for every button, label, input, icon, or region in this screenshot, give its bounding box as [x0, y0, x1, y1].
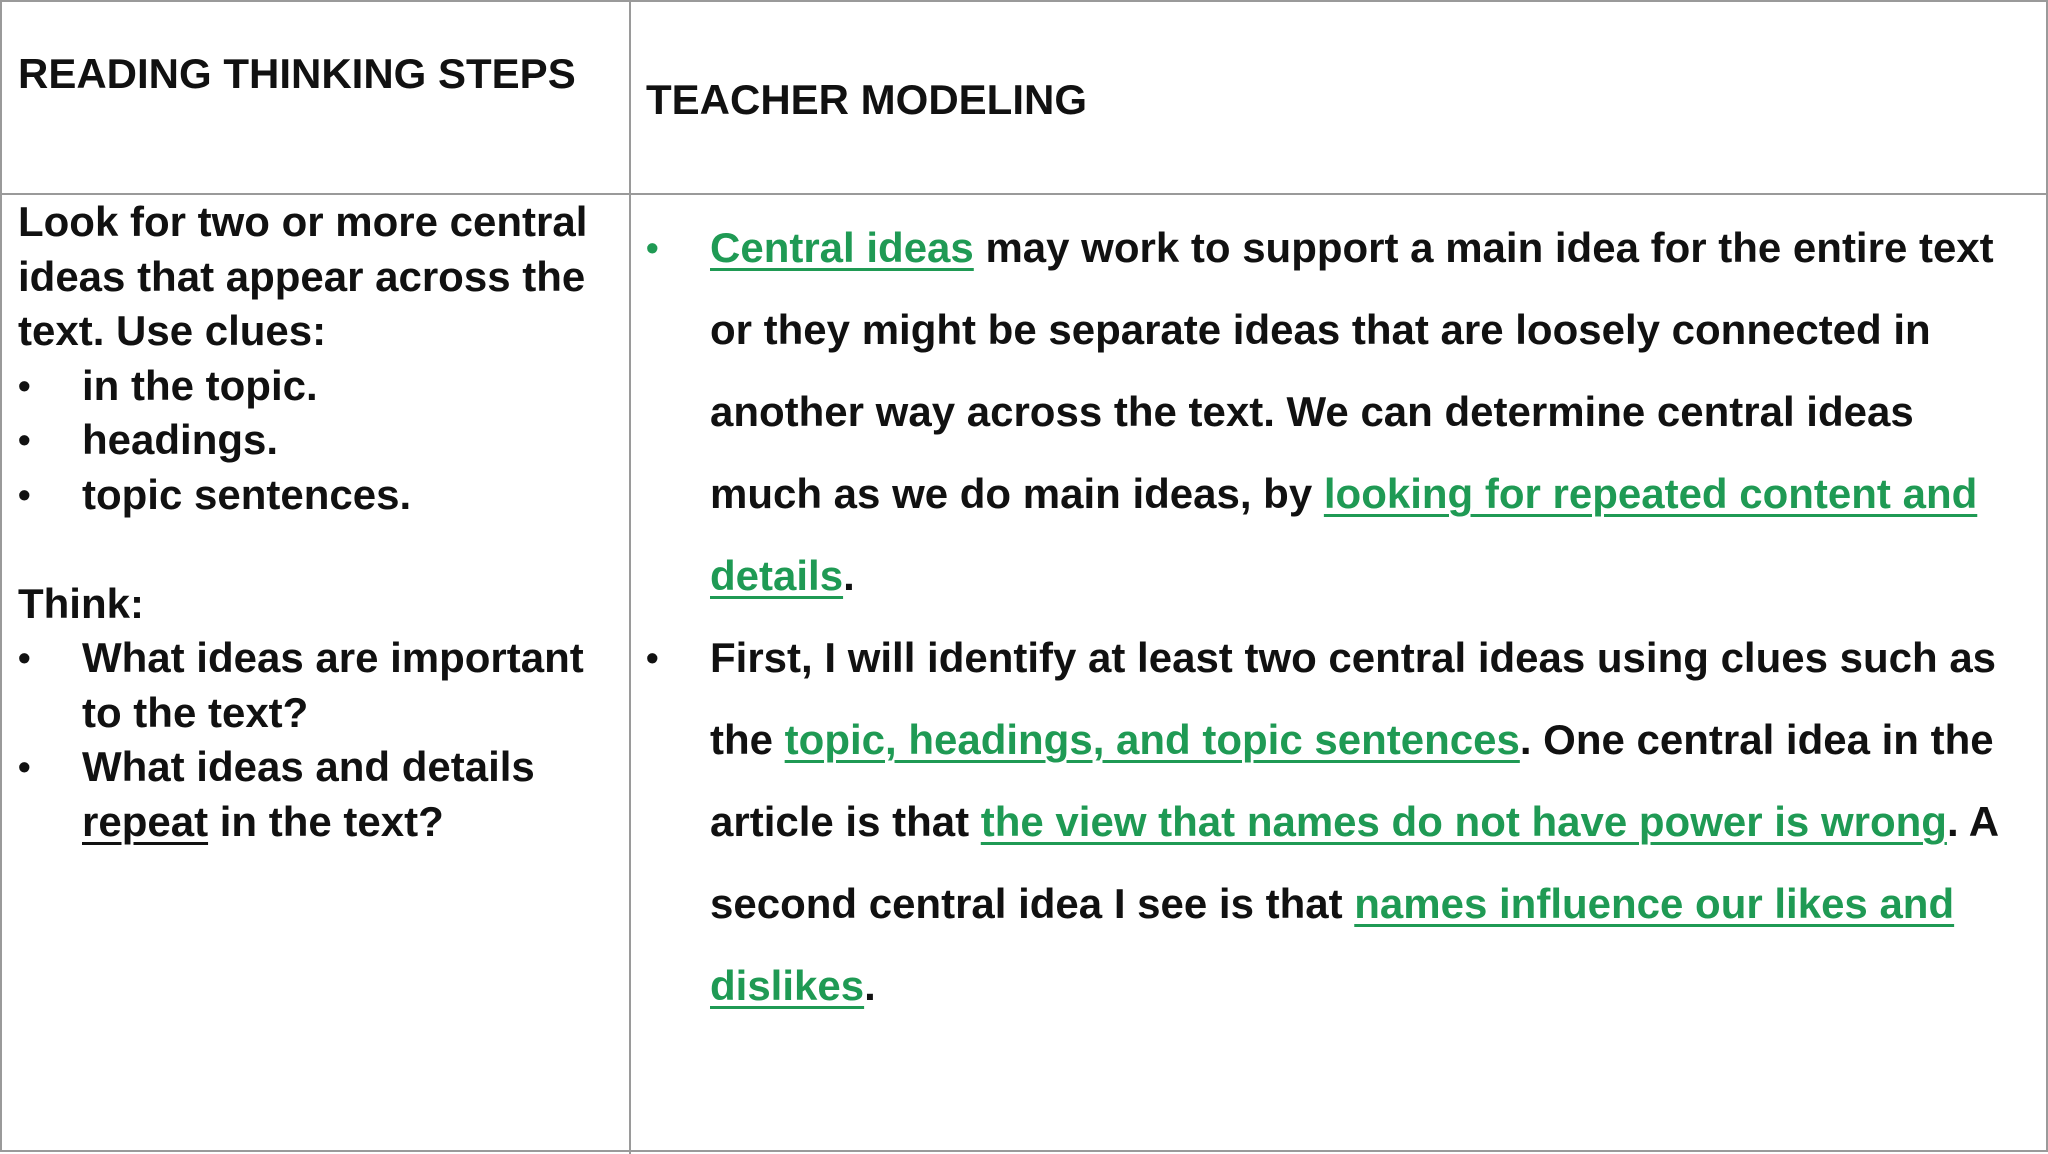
question-important-ideas: What ideas are important to the text? — [82, 634, 584, 736]
text-segment: First, I will identify at least two central ideas using clues such as the — [710, 634, 1997, 763]
think-label: Think: — [18, 579, 144, 627]
highlight-topic-headings: topic, headings, and topic sentences — [784, 716, 1520, 763]
text-segment: . A second central idea I see is that — [710, 798, 1998, 927]
list-item — [18, 413, 623, 468]
clues-list — [18, 359, 623, 523]
bullet-icon: • — [18, 637, 31, 678]
repeat-underlined: repeat — [82, 797, 209, 845]
list-item — [646, 207, 2036, 617]
clue-topic: in the topic. — [82, 361, 318, 409]
header-teacher-modeling: TEACHER MODELING — [646, 76, 1087, 123]
list-item — [646, 617, 2036, 1027]
steps-intro: Look for two or more central ideas that appear across the text. Use clues: — [18, 198, 588, 354]
bullet-icon: • — [646, 227, 659, 268]
think-questions-list — [18, 631, 623, 849]
modeling-list — [646, 207, 2036, 1027]
header-reading-thinking-steps: READING THINKING STEPS — [18, 50, 576, 97]
bullet-icon: • — [18, 473, 31, 515]
column-divider — [629, 2, 631, 1154]
clue-headings: headings. — [82, 416, 279, 463]
list-item — [18, 359, 623, 414]
bullet-icon: • — [18, 419, 31, 460]
teacher-modeling-cell — [646, 207, 2036, 1027]
list-item — [18, 740, 623, 849]
spacer — [18, 522, 623, 577]
bullet-icon: • — [18, 746, 31, 787]
highlight-repeated-content: looking for repeated content and details — [710, 470, 1978, 599]
text-segment: . — [864, 962, 876, 1009]
bullet-icon: • — [646, 637, 659, 678]
text-segment: may work to support a main idea for the entire text or they might be separate ideas that are loosely connected in another way across the text. We can determine central ideas much as we do main ideas, by — [710, 224, 1994, 517]
text-segment: . — [843, 552, 855, 599]
text-segment: . One central idea in the article is that — [710, 716, 1994, 845]
list-item — [18, 468, 623, 523]
clue-topic-sentences: topic sentences. — [82, 470, 412, 518]
highlight-names-power: the view that names do not have power is wrong — [980, 798, 1947, 845]
bullet-icon: • — [18, 364, 31, 406]
list-item — [18, 631, 623, 740]
question-repeat-part2: in the text? — [208, 797, 444, 845]
highlight-names-influence: names influence our likes and dislikes — [710, 880, 1955, 1009]
question-repeat-part1: What ideas and details — [82, 743, 535, 790]
reading-steps-cell — [18, 195, 623, 849]
highlight-central-ideas: Central ideas — [710, 224, 974, 271]
